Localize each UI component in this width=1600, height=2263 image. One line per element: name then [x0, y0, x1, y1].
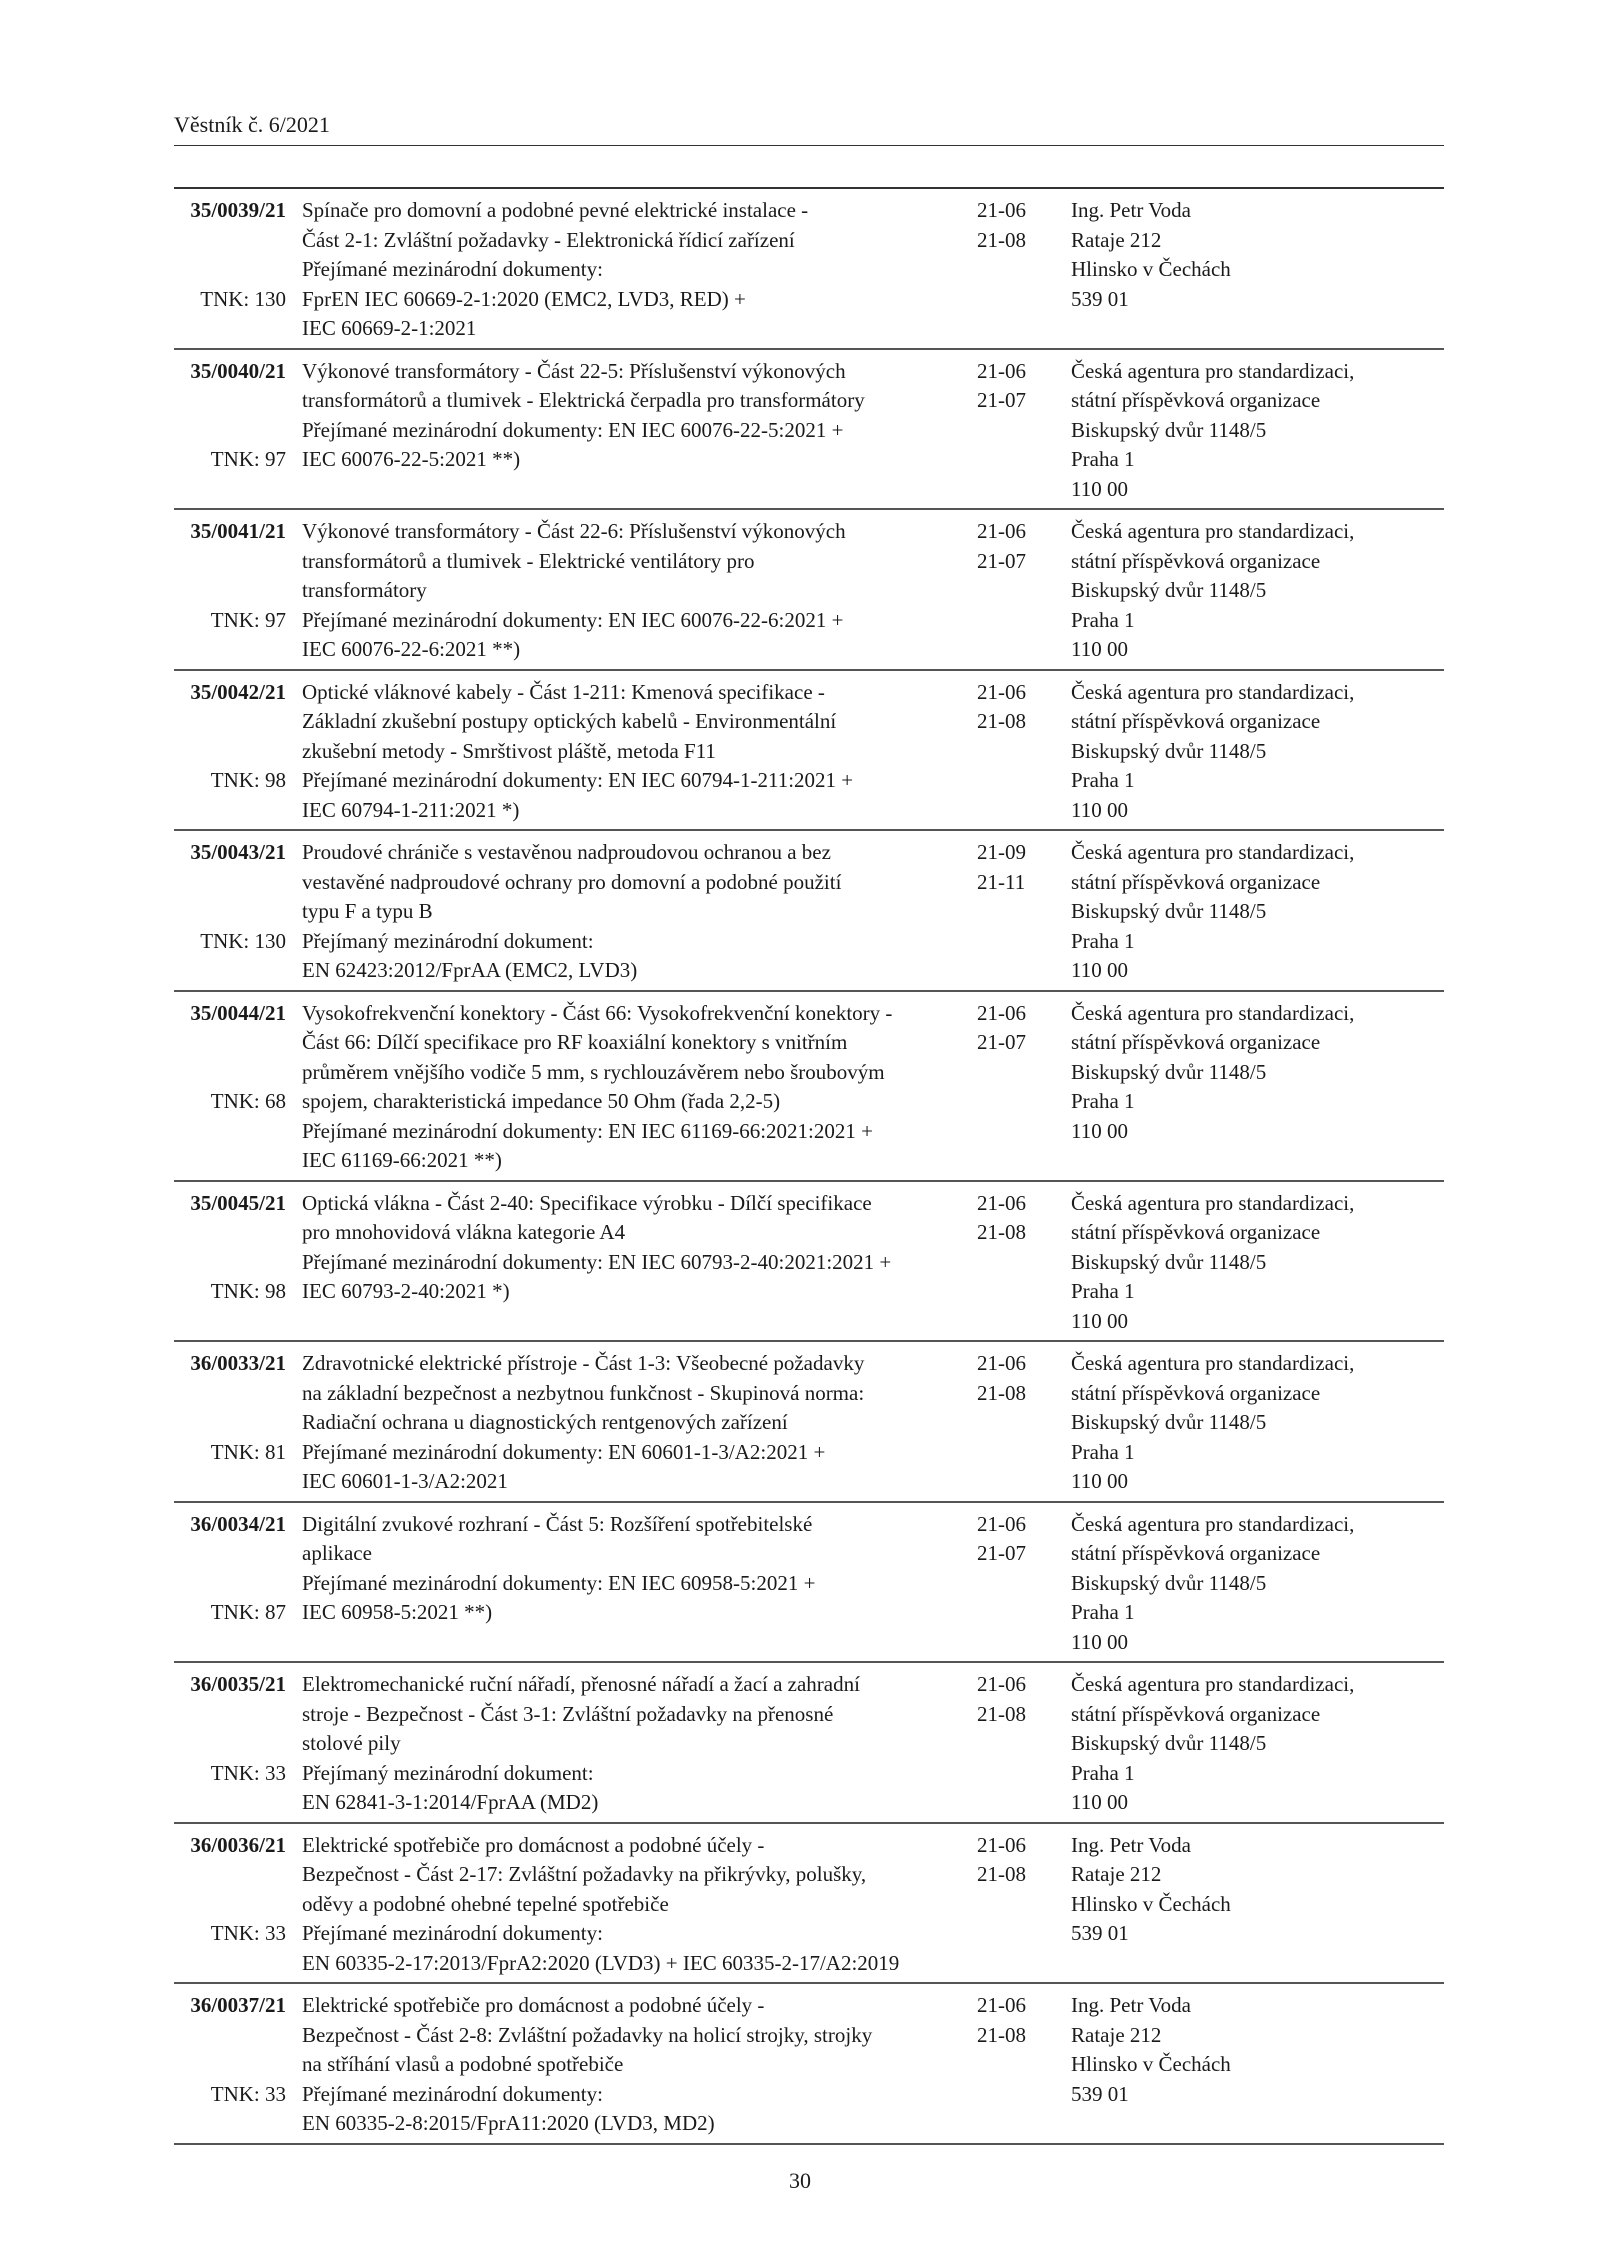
- entry-title-line: Přejímané mezinárodní dokumenty: EN IEC 60793-2-40:2021:2021 +: [302, 1249, 892, 1274]
- entry-title-line: IEC 60669-2-1:2021: [302, 316, 477, 340]
- entry-title-line: Proudové chrániče s vestavěnou nadproudovou ochranou a bez: [302, 840, 831, 864]
- entry-contact-column: [1071, 357, 1444, 505]
- entry-dates-column: [975, 838, 1071, 986]
- entry-dates-column: [975, 678, 1071, 826]
- entry-contact-line: Praha 1: [1071, 1760, 1135, 1785]
- entry-id-column: [174, 1831, 302, 1979]
- entry-title-line: aplikace: [302, 1541, 372, 1565]
- spacer-line: [174, 2109, 286, 2139]
- entry-title-line: EN 60335-2-17:2013/FprA2:2020 (LVD3) + IEC 60335-2-17/A2:2019: [302, 1950, 900, 1975]
- entry-title-line: Optická vlákna - Část 2-40: Specifikace výrobku - Dílčí specifikace: [302, 1190, 872, 1215]
- spacer-line: [174, 1467, 286, 1497]
- entry-contact-line: Česká agentura pro standardizaci,: [1071, 840, 1355, 864]
- entry-tnk: TNK: 98: [210, 1279, 286, 1303]
- entry-title-line: Elektromechanické ruční nářadí, přenosné nářadí a žací a zahradní: [302, 1672, 860, 1696]
- entry-date: 21-06: [977, 198, 1026, 222]
- entry-title-line: EN 62423:2012/FprAA (EMC2, LVD3): [302, 958, 638, 982]
- entry-title-line: Přejímané mezinárodní dokumenty:: [302, 2081, 603, 2106]
- entry-contact-line: Rataje 212: [1071, 227, 1162, 252]
- entry-dates-column: [975, 1510, 1071, 1658]
- entry-title-line: Část 66: Dílčí specifikace pro RF koaxiální konektory s vnitřním: [302, 1030, 848, 1054]
- entry-dates-column: [975, 1189, 1071, 1337]
- entry-contact-line: státní příspěvková organizace: [1071, 709, 1321, 733]
- entry-title-line: IEC 60958-5:2021 **): [302, 1600, 493, 1624]
- entry-title-line: Elektrické spotřebiče pro domácnost a podobné účely -: [302, 1832, 765, 1857]
- spacer-line: [174, 1729, 286, 1759]
- entry-date: 21-06: [977, 1000, 1026, 1025]
- entry-contact-line: Česká agentura pro standardizaci,: [1071, 1351, 1355, 1375]
- table-row: [174, 350, 1444, 511]
- entry-title-column: [302, 517, 975, 665]
- entry-dates-column: [975, 517, 1071, 665]
- entry-date: 21-07: [977, 548, 1026, 573]
- spacer-line: [174, 707, 286, 737]
- spacer-line: [174, 314, 286, 344]
- entry-title-line: Zdravotnické elektrické přístroje - Část 1-3: Všeobecné požadavky: [302, 1351, 865, 1375]
- entry-title-column: [302, 196, 975, 344]
- entry-dates-column: [975, 1670, 1071, 1818]
- entry-title-line: průměrem vnějšího vodiče 5 mm, s rychlouzávěrem nebo šroubovým: [302, 1059, 885, 1084]
- spacer-line: [174, 1539, 286, 1569]
- entry-contact-line: Praha 1: [1071, 928, 1135, 953]
- header-rule: [174, 145, 1444, 146]
- entry-code: 35/0042/21: [190, 679, 286, 704]
- entry-title-line: pro mnohovidová vlákna kategorie A4: [302, 1220, 626, 1244]
- entry-tnk: TNK: 68: [210, 1089, 286, 1113]
- standards-table: [174, 189, 1444, 2145]
- entry-contact-column: [1071, 999, 1444, 1176]
- entry-contact-line: 110 00: [1071, 797, 1128, 822]
- entry-contact-line: Biskupský dvůr 1148/5: [1071, 899, 1267, 923]
- entry-id-column: [174, 1510, 302, 1658]
- entry-contact-line: Praha 1: [1071, 447, 1135, 471]
- entry-id-column: [174, 517, 302, 665]
- entry-contact-line: 539 01: [1071, 1921, 1129, 1945]
- entry-date: 21-08: [977, 709, 1026, 733]
- entry-title-line: IEC 60601-1-3/A2:2021: [302, 1469, 508, 1493]
- entry-title-line: Radiační ochrana u diagnostických rentgenových zařízení: [302, 1410, 788, 1434]
- entry-dates-column: [975, 196, 1071, 344]
- entry-id-column: [174, 357, 302, 505]
- spacer-line: [174, 897, 286, 927]
- entry-code: 35/0039/21: [190, 198, 286, 222]
- table-row: [174, 1503, 1444, 1664]
- entry-title-line: typu F a typu B: [302, 899, 433, 923]
- entry-contact-column: [1071, 1831, 1444, 1979]
- entry-code: 36/0035/21: [190, 1672, 286, 1696]
- spacer-line: [174, 576, 286, 606]
- table-row: [174, 1342, 1444, 1503]
- spacer-line: [174, 1788, 286, 1818]
- entry-contact-line: státní příspěvková organizace: [1071, 869, 1321, 894]
- entry-contact-line: 539 01: [1071, 2081, 1129, 2106]
- entry-code: 36/0036/21: [190, 1832, 286, 1857]
- spacer-line: [174, 1307, 286, 1337]
- entry-contact-line: 110 00: [1071, 1308, 1128, 1333]
- table-row: [174, 1663, 1444, 1824]
- entry-contact-line: Česká agentura pro standardizaci,: [1071, 1672, 1355, 1696]
- entry-tnk: TNK: 33: [210, 1921, 286, 1945]
- spacer-line: [174, 737, 286, 767]
- entry-title-line: FprEN IEC 60669-2-1:2020 (EMC2, LVD3, RED) +: [302, 286, 746, 311]
- entry-title-line: Základní zkušební postupy optických kabelů - Environmentální: [302, 709, 837, 733]
- entry-contact-line: 110 00: [1071, 1790, 1128, 1814]
- entry-contact-line: Praha 1: [1071, 1279, 1135, 1303]
- entry-contact-line: 110 00: [1071, 637, 1128, 661]
- entry-contact-line: Hlinsko v Čechách: [1071, 1891, 1231, 1916]
- entry-tnk: TNK: 130: [200, 928, 286, 953]
- entry-title-line: Vysokofrekvenční konektory - Část 66: Vysokofrekvenční konektory -: [302, 1000, 893, 1025]
- spacer-line: [174, 868, 286, 898]
- entry-title-line: spojem, charakteristická impedance 50 Ohm (řada 2,2-5): [302, 1089, 781, 1113]
- entry-title-line: IEC 60793-2-40:2021 *): [302, 1279, 510, 1303]
- entry-date: 21-06: [977, 1190, 1026, 1215]
- entry-title-line: Část 2-1: Zvláštní požadavky - Elektronická řídicí zařízení: [302, 227, 795, 252]
- entry-contact-line: Ing. Petr Voda: [1071, 198, 1191, 222]
- spacer-line: [174, 1700, 286, 1730]
- entry-dates-column: [975, 1831, 1071, 1979]
- entry-contact-line: Praha 1: [1071, 1089, 1135, 1113]
- table-row: [174, 1824, 1444, 1985]
- entry-contact-line: státní příspěvková organizace: [1071, 1220, 1321, 1244]
- entry-date: 21-08: [977, 227, 1026, 252]
- spacer-line: [174, 547, 286, 577]
- entry-title-line: EN 62841-3-1:2014/FprAA (MD2): [302, 1790, 599, 1814]
- entry-date: 21-06: [977, 1672, 1026, 1696]
- spacer-line: [174, 1117, 286, 1147]
- entry-date: 21-06: [977, 679, 1026, 704]
- entry-title-line: Přejímané mezinárodní dokumenty: EN IEC 60958-5:2021 +: [302, 1570, 816, 1595]
- entry-contact-line: Hlinsko v Čechách: [1071, 257, 1231, 281]
- entry-contact-line: Česká agentura pro standardizaci,: [1071, 1511, 1355, 1536]
- entry-id-column: [174, 1349, 302, 1497]
- entry-title-line: na základní bezpečnost a nezbytnou funkčnost - Skupinová norma:: [302, 1380, 865, 1405]
- entry-date: 21-11: [977, 869, 1026, 894]
- entry-date: 21-08: [977, 1220, 1026, 1244]
- entry-title-line: Přejímaný mezinárodní dokument:: [302, 928, 594, 953]
- entry-title-line: Spínače pro domovní a podobné pevné elektrické instalace -: [302, 198, 809, 222]
- entry-title-line: Digitální zvukové rozhraní - Část 5: Rozšíření spotřebitelské: [302, 1511, 813, 1536]
- spacer-line: [174, 2050, 286, 2080]
- table-row: [174, 671, 1444, 832]
- spacer-line: [174, 1146, 286, 1176]
- entry-tnk: TNK: 33: [210, 1760, 286, 1785]
- spacer-line: [174, 1949, 286, 1979]
- entry-title-line: Bezpečnost - Část 2-8: Zvláštní požadavky na holicí strojky, strojky: [302, 2022, 873, 2047]
- entry-contact-line: 110 00: [1071, 1629, 1128, 1654]
- entry-title-column: [302, 678, 975, 826]
- entry-contact-line: Biskupský dvůr 1148/5: [1071, 578, 1267, 602]
- entry-contact-line: Biskupský dvůr 1148/5: [1071, 1731, 1267, 1755]
- entry-title-line: Přejímané mezinárodní dokumenty:: [302, 257, 603, 281]
- entry-contact-line: Praha 1: [1071, 768, 1135, 792]
- entry-title-line: EN 60335-2-8:2015/FprA11:2020 (LVD3, MD2): [302, 2111, 715, 2135]
- entry-title-line: transformátorů a tlumivek - Elektrická čerpadla pro transformátory: [302, 388, 865, 412]
- entry-title-line: IEC 61169-66:2021 **): [302, 1148, 502, 1172]
- entry-contact-line: Praha 1: [1071, 607, 1135, 632]
- entry-title-column: [302, 1349, 975, 1497]
- entry-contact-line: Česká agentura pro standardizaci,: [1071, 1190, 1355, 1215]
- spacer-line: [174, 1628, 286, 1658]
- entry-title-line: Přejímané mezinárodní dokumenty: EN IEC 61169-66:2021:2021 +: [302, 1118, 873, 1143]
- entry-code: 35/0043/21: [190, 840, 286, 864]
- entry-contact-column: [1071, 517, 1444, 665]
- spacer-line: [174, 635, 286, 665]
- entry-title-line: IEC 60794-1-211:2021 *): [302, 797, 520, 822]
- entry-contact-column: [1071, 1349, 1444, 1497]
- entry-contact-column: [1071, 1670, 1444, 1818]
- entry-code: 35/0041/21: [190, 519, 286, 543]
- entry-id-column: [174, 1670, 302, 1818]
- spacer-line: [174, 1218, 286, 1248]
- entry-title-line: Přejímané mezinárodní dokumenty: EN IEC 60076-22-5:2021 +: [302, 417, 844, 442]
- entry-contact-line: Česká agentura pro standardizaci,: [1071, 519, 1355, 543]
- entry-contact-column: [1071, 1189, 1444, 1337]
- entry-title-column: [302, 1991, 975, 2139]
- entry-code: 36/0037/21: [190, 1993, 286, 2017]
- entry-date: 21-08: [977, 1862, 1026, 1886]
- entry-title-line: IEC 60076-22-5:2021 **): [302, 447, 521, 471]
- entry-tnk: TNK: 81: [210, 1439, 286, 1464]
- entry-contact-line: 110 00: [1071, 958, 1128, 982]
- entry-tnk: TNK: 97: [210, 447, 286, 471]
- spacer-line: [174, 796, 286, 826]
- entry-title-column: [302, 1831, 975, 1979]
- entry-contact-line: státní příspěvková organizace: [1071, 1030, 1321, 1054]
- entry-contact-line: Biskupský dvůr 1148/5: [1071, 1410, 1267, 1434]
- entry-contact-line: 110 00: [1071, 1469, 1128, 1493]
- entry-dates-column: [975, 1991, 1071, 2139]
- entry-contact-line: Rataje 212: [1071, 1862, 1162, 1886]
- entry-tnk: TNK: 87: [210, 1600, 286, 1624]
- entry-code: 35/0045/21: [190, 1190, 286, 1215]
- spacer-line: [174, 1890, 286, 1920]
- spacer-line: [174, 1058, 286, 1088]
- entry-date: 21-08: [977, 2022, 1026, 2047]
- entry-contact-column: [1071, 196, 1444, 344]
- entry-date: 21-06: [977, 358, 1026, 383]
- entry-contact-line: Biskupský dvůr 1148/5: [1071, 738, 1267, 763]
- entry-title-line: Přejímané mezinárodní dokumenty:: [302, 1921, 603, 1945]
- entry-title-line: Přejímané mezinárodní dokumenty: EN IEC 60794-1-211:2021 +: [302, 768, 854, 792]
- entry-title-line: stolové pily: [302, 1731, 401, 1755]
- entry-contact-line: státní příspěvková organizace: [1071, 1701, 1321, 1726]
- entry-title-line: Přejímaný mezinárodní dokument:: [302, 1760, 594, 1785]
- entry-contact-line: státní příspěvková organizace: [1071, 1541, 1321, 1565]
- entry-title-line: Optické vláknové kabely - Část 1-211: Kmenová specifikace -: [302, 679, 825, 704]
- entry-date: 21-09: [977, 840, 1026, 864]
- entry-title-line: Elektrické spotřebiče pro domácnost a podobné účely -: [302, 1993, 765, 2017]
- table-row: [174, 510, 1444, 671]
- entry-contact-line: Hlinsko v Čechách: [1071, 2052, 1231, 2076]
- entry-title-line: na stříhání vlasů a podobné spotřebiče: [302, 2052, 624, 2076]
- entry-id-column: [174, 838, 302, 986]
- entry-contact-column: [1071, 678, 1444, 826]
- entry-dates-column: [975, 999, 1071, 1176]
- entry-contact-line: Biskupský dvůr 1148/5: [1071, 417, 1267, 442]
- entry-date: 21-07: [977, 1541, 1026, 1565]
- entry-title-column: [302, 1510, 975, 1658]
- entry-code: 35/0044/21: [190, 1000, 286, 1025]
- entry-contact-line: státní příspěvková organizace: [1071, 1380, 1321, 1405]
- entry-title-column: [302, 999, 975, 1176]
- entry-contact-line: Česká agentura pro standardizaci,: [1071, 1000, 1355, 1025]
- spacer-line: [174, 1248, 286, 1278]
- entry-tnk: TNK: 130: [200, 286, 286, 311]
- table-row: [174, 189, 1444, 350]
- entry-contact-line: Biskupský dvůr 1148/5: [1071, 1249, 1267, 1274]
- entry-date: 21-06: [977, 1993, 1026, 2017]
- entry-title-column: [302, 838, 975, 986]
- entry-code: 36/0034/21: [190, 1511, 286, 1536]
- entry-id-column: [174, 678, 302, 826]
- entry-title-column: [302, 1670, 975, 1818]
- entry-id-column: [174, 999, 302, 1176]
- entry-contact-line: Praha 1: [1071, 1600, 1135, 1624]
- entry-title-line: vestavěné nadproudové ochrany pro domovní a podobné použití: [302, 869, 842, 894]
- entry-code: 35/0040/21: [190, 358, 286, 383]
- table-row: [174, 831, 1444, 992]
- spacer-line: [174, 475, 286, 505]
- entry-date: 21-06: [977, 1351, 1026, 1375]
- table-row: [174, 1182, 1444, 1343]
- entry-title-line: stroje - Bezpečnost - Část 3-1: Zvláštní požadavky na přenosné: [302, 1701, 834, 1726]
- entry-contact-line: 110 00: [1071, 1118, 1128, 1143]
- entry-contact-line: 539 01: [1071, 286, 1129, 311]
- entry-contact-line: Ing. Petr Voda: [1071, 1832, 1191, 1857]
- entry-contact-column: [1071, 838, 1444, 986]
- entry-title-column: [302, 1189, 975, 1337]
- entry-contact-line: Ing. Petr Voda: [1071, 1993, 1191, 2017]
- page-header-title: Věstník č. 6/2021: [174, 112, 330, 137]
- entry-date: 21-08: [977, 1701, 1026, 1726]
- spacer-line: [174, 1379, 286, 1409]
- spacer-line: [174, 386, 286, 416]
- spacer-line: [174, 1569, 286, 1599]
- entry-title-line: Výkonové transformátory - Část 22-5: Příslušenství výkonových: [302, 358, 846, 383]
- entry-tnk: TNK: 97: [210, 607, 286, 632]
- entry-title-line: IEC 60076-22-6:2021 **): [302, 637, 521, 661]
- entry-title-column: [302, 357, 975, 505]
- spacer-line: [174, 255, 286, 285]
- entry-contact-line: Praha 1: [1071, 1439, 1135, 1464]
- spacer-line: [174, 1860, 286, 1890]
- entry-date: 21-08: [977, 1380, 1026, 1405]
- entry-dates-column: [975, 357, 1071, 505]
- spacer-line: [174, 956, 286, 986]
- table-row: [174, 1984, 1444, 2145]
- entry-title-line: transformátorů a tlumivek - Elektrické ventilátory pro: [302, 548, 755, 573]
- entry-date: 21-06: [977, 1511, 1026, 1536]
- entry-contact-line: Česká agentura pro standardizaci,: [1071, 679, 1355, 704]
- entry-contact-line: státní příspěvková organizace: [1071, 388, 1321, 412]
- entry-contact-line: Biskupský dvůr 1148/5: [1071, 1570, 1267, 1595]
- entry-date: 21-07: [977, 388, 1026, 412]
- entry-tnk: TNK: 98: [210, 768, 286, 792]
- entry-title-line: Přejímané mezinárodní dokumenty: EN 60601-1-3/A2:2021 +: [302, 1439, 826, 1464]
- entry-contact-column: [1071, 1510, 1444, 1658]
- entry-id-column: [174, 1991, 302, 2139]
- entry-contact-line: Česká agentura pro standardizaci,: [1071, 358, 1355, 383]
- spacer-line: [174, 416, 286, 446]
- entry-title-line: Bezpečnost - Část 2-17: Zvláštní požadavky na přikrývky, polušky,: [302, 1862, 867, 1886]
- entry-title-line: Přejímané mezinárodní dokumenty: EN IEC 60076-22-6:2021 +: [302, 607, 844, 632]
- entry-contact-line: 110 00: [1071, 476, 1128, 501]
- entry-id-column: [174, 196, 302, 344]
- spacer-line: [174, 226, 286, 256]
- entry-contact-column: [1071, 1991, 1444, 2139]
- entry-tnk: TNK: 33: [210, 2081, 286, 2106]
- entry-title-line: zkušební metody - Smrštivost pláště, metoda F11: [302, 738, 716, 763]
- entry-dates-column: [975, 1349, 1071, 1497]
- entry-date: 21-06: [977, 519, 1026, 543]
- spacer-line: [174, 2021, 286, 2051]
- entry-date: 21-06: [977, 1832, 1026, 1857]
- entry-title-line: oděvy a podobné ohebné tepelné spotřebiče: [302, 1891, 669, 1916]
- page-number: 30: [789, 2168, 811, 2193]
- entry-title-line: Výkonové transformátory - Část 22-6: Příslušenství výkonových: [302, 519, 846, 543]
- entry-code: 36/0033/21: [190, 1351, 286, 1375]
- spacer-line: [174, 1028, 286, 1058]
- table-row: [174, 992, 1444, 1182]
- entry-title-line: transformátory: [302, 578, 427, 602]
- spacer-line: [174, 1408, 286, 1438]
- entry-contact-line: Rataje 212: [1071, 2022, 1162, 2047]
- entry-contact-line: státní příspěvková organizace: [1071, 548, 1321, 573]
- entry-date: 21-07: [977, 1030, 1026, 1054]
- entry-id-column: [174, 1189, 302, 1337]
- entry-contact-line: Biskupský dvůr 1148/5: [1071, 1059, 1267, 1084]
